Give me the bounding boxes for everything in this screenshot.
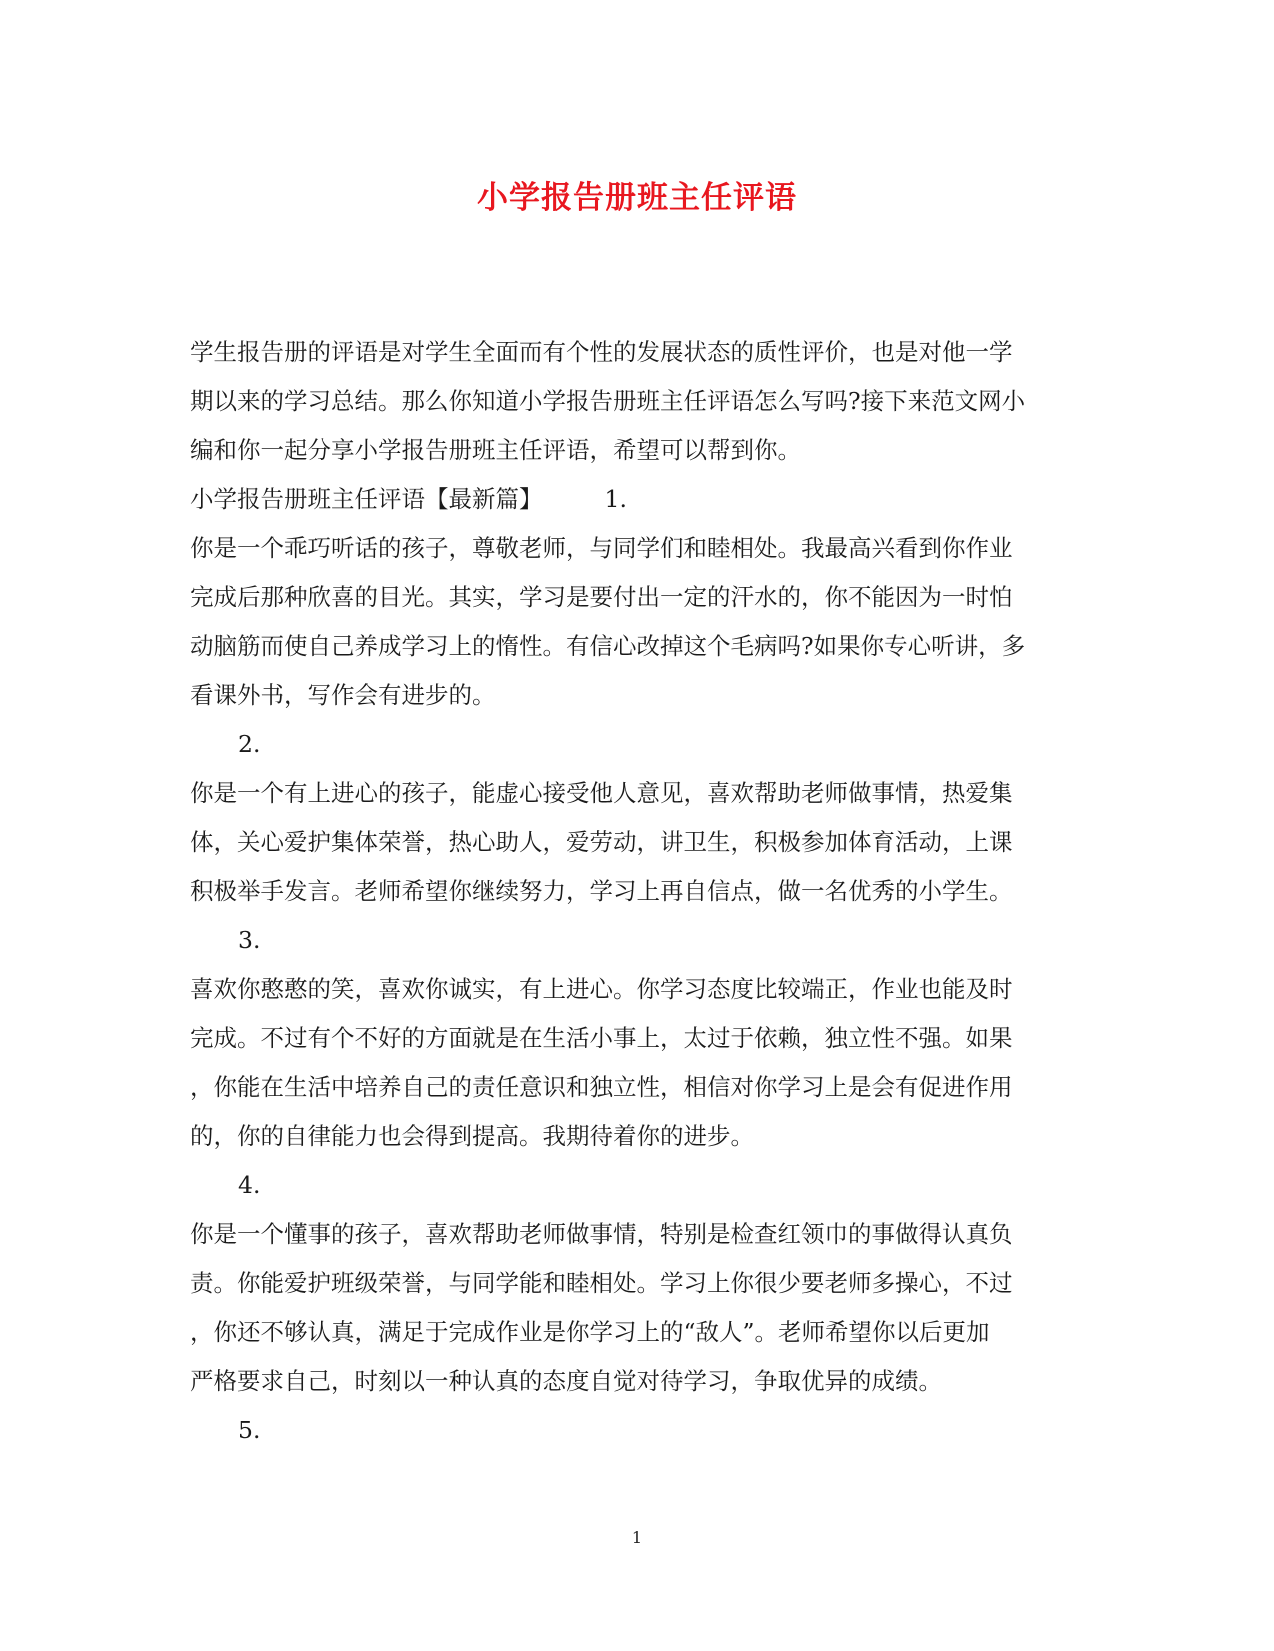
page-number: 1 (631, 1528, 643, 1547)
comment-line: 积极举手发言。老师希望你继续努力，学习上再自信点，做一名优秀的小学生。 (190, 877, 1013, 905)
section-heading-line (190, 475, 1090, 524)
intro-paragraph (190, 328, 1090, 475)
comment-line: 动脑筋而使自己养成学习上的惰性。有信心改掉这个毛病吗?如果你专心听讲，多 (190, 632, 1026, 660)
comment-number: 5. (238, 1416, 261, 1444)
comment-number: 1. (604, 485, 627, 513)
document-title: 小学报告册班主任评语 (477, 180, 797, 216)
comment-line: 你是一个有上进心的孩子，能虚心接受他人意见，喜欢帮助老师做事情，热爱集 (190, 779, 1013, 807)
comment-line: ，你能在生活中培养自己的责任意识和独立性，相信对你学习上是会有促进作用 (190, 1073, 1013, 1101)
comment-line: 体，关心爱护集体荣誉，热心助人，爱劳动，讲卫生，积极参加体育活动，上课 (190, 828, 1013, 856)
comment-line: 完成后那种欣喜的目光。其实，学习是要付出一定的汗水的，你不能因为一时怕 (190, 583, 1013, 611)
intro-line: 编和你一起分享小学报告册班主任评语，希望可以帮到你。 (190, 436, 801, 464)
comment-line: 的，你的自律能力也会得到提高。我期待着你的进步。 (190, 1122, 754, 1150)
comment-number: 4. (238, 1171, 261, 1199)
comment-line: 看课外书，写作会有进步的。 (190, 681, 496, 709)
comment-line: 严格要求自己，时刻以一种认真的态度自觉对待学习，争取优异的成绩。 (190, 1367, 942, 1395)
document-body (190, 328, 1090, 1455)
comment-line: 你是一个乖巧听话的孩子，尊敬老师，与同学们和睦相处。我最高兴看到你作业 (190, 534, 1013, 562)
comment-line: ，你还不够认真，满足于完成作业是你学习上的“敌人”。老师希望你以后更加 (190, 1318, 990, 1346)
comment-line: 你是一个懂事的孩子，喜欢帮助老师做事情，特别是检查红领巾的事做得认真负 (190, 1220, 1013, 1248)
comment-4 (190, 1161, 1090, 1406)
intro-line: 学生报告册的评语是对学生全面而有个性的发展状态的质性评价，也是对他一学 (190, 338, 1013, 366)
comment-number: 2. (238, 730, 261, 758)
comment-line: 完成。不过有个不好的方面就是在生活小事上，太过于依赖，独立性不强。如果 (190, 1024, 1013, 1052)
comment-line: 喜欢你憨憨的笑，喜欢你诚实，有上进心。你学习态度比较端正，作业也能及时 (190, 975, 1013, 1003)
comment-number: 3. (238, 926, 261, 954)
comment-line: 责。你能爱护班级荣誉，与同学能和睦相处。学习上你很少要老师多操心，不过 (190, 1269, 1013, 1297)
comment-1 (190, 524, 1090, 720)
comment-3 (190, 916, 1090, 1161)
section-heading: 小学报告册班主任评语【最新篇】 (190, 485, 543, 513)
comment-2 (190, 720, 1090, 916)
comment-5 (190, 1406, 1090, 1455)
intro-line: 期以来的学习总结。那么你知道小学报告册班主任评语怎么写吗?接下来范文网小 (190, 387, 1026, 415)
